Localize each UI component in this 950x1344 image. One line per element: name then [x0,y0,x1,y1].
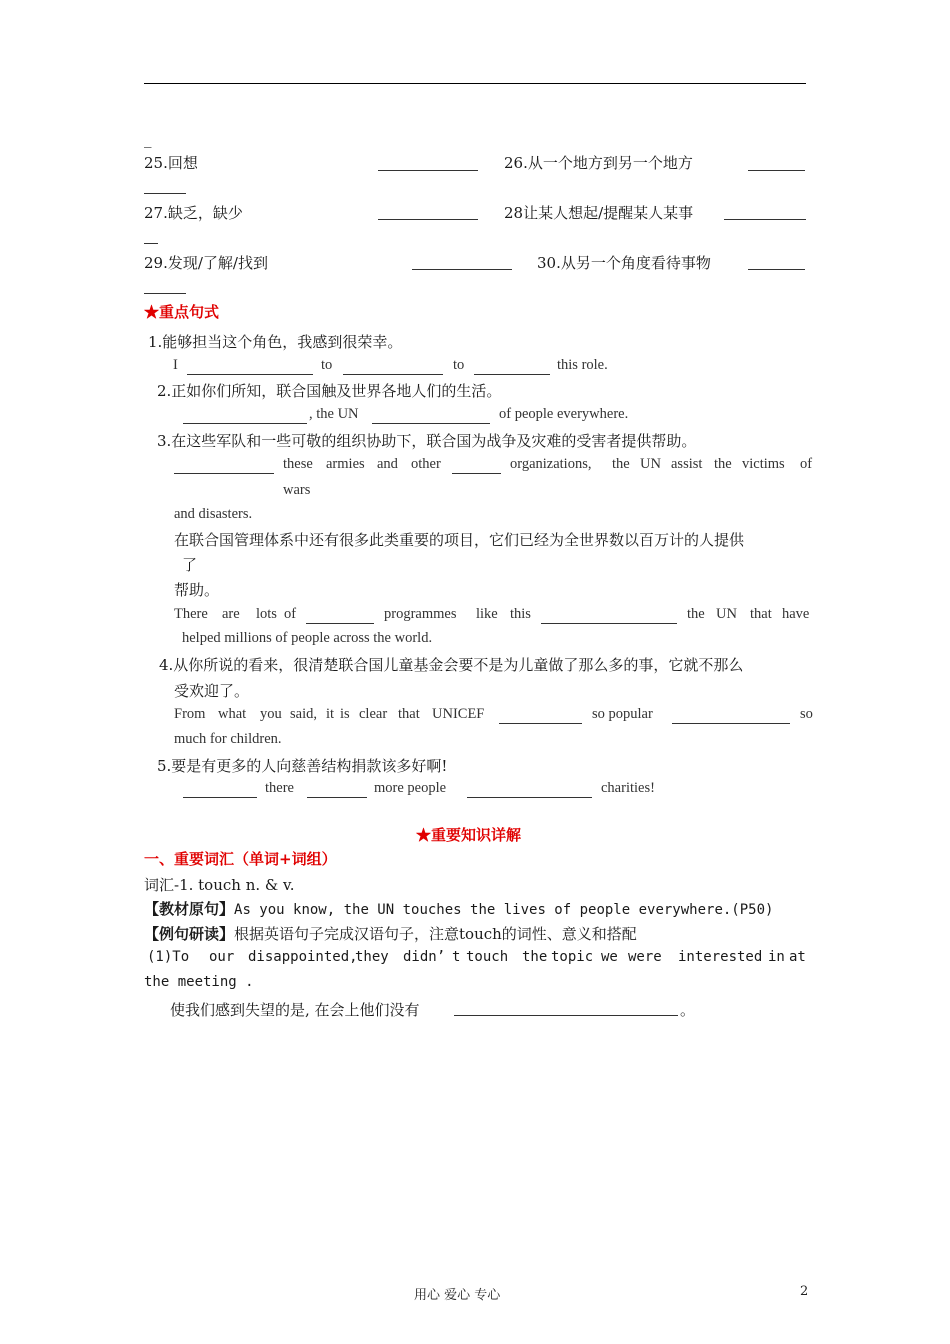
sentence-2-chinese: 2.正如你们所知，联合国触及世界各地人们的生活。 [157,382,502,400]
section-heading-knowledge: ★重要知识详解 [416,826,522,844]
sentence-1-word: to [453,357,465,373]
sentence-1-blank-3[interactable] [474,374,550,375]
textbook-sentence-label: 【教材原句】 [144,900,235,918]
vocab-blank-30[interactable] [748,269,805,270]
sentence-4-word: what [218,706,247,722]
sentence-1-word: this role. [557,357,608,373]
sentence-3b-word: lots [256,606,277,622]
sentence-3-word: of [800,456,813,472]
sentence-3-word: victims [742,456,785,472]
sentence-3b-word: are [222,606,240,622]
example-1-english-cont: the meeting . [144,974,254,990]
vocab-item-27: 27.缺乏，缺少 [144,204,243,222]
sentence-4-word: it [326,706,335,722]
sentence-2-blank-2[interactable] [372,423,490,424]
example-1-word: (1)To [147,949,190,965]
vocab-entry-touch: 词汇-1. touch n. & v. [144,876,295,894]
study-instruction: 根据英语句子完成汉语句子，注意touch的词性、意义和搭配 [234,925,637,943]
sentence-3-word: the [612,456,630,472]
sentence-3b-word: that [750,606,772,622]
section-subheading-vocabulary: 一、重要词汇（单词+词组） [144,850,337,868]
sentence-4-word: clear [359,706,388,722]
sentence-5-word: more people [374,780,447,796]
example-1-word: interested [678,949,763,965]
sentence-3-word: organizations, [510,456,592,472]
example-1-word: our [209,949,235,965]
sentence-4-blank-2[interactable] [672,723,790,724]
vocab-blank-28[interactable] [724,219,806,220]
textbook-sentence-line [144,898,773,919]
sentence-3b-english-cont: helped millions of people across the world. [182,630,433,646]
sentence-4-word: said, [290,706,317,722]
example-1-word: didn’ [403,949,446,965]
example-1-word: at [789,949,806,965]
sentence-2-word: of people everywhere. [499,406,629,422]
vocab-blank-27[interactable] [378,219,478,220]
example-1-word: touch [466,949,509,965]
sentence-3b-blank-2[interactable] [541,623,677,624]
sentence-3b-word: the [687,606,705,622]
example-1-chinese: 使我们感到失望的是, 在会上他们没有 [170,1001,420,1019]
vocab-blank-26-cont[interactable] [144,193,186,194]
sentence-2-blank-1[interactable] [183,423,307,424]
example-1-answer-blank[interactable] [454,1015,678,1016]
sentence-4-word: so [800,706,813,722]
sentence-3-wars: wars [283,482,311,498]
sentence-3-word: UN [640,456,661,472]
sentence-4-english-cont: much for children. [174,731,282,747]
sentence-5-word: there [265,780,294,796]
example-1-word: in [768,949,785,965]
sentence-5-blank-2[interactable] [307,797,367,798]
example-1-word: t [452,949,461,965]
sentence-4-word: so popular [592,706,653,722]
vocab-item-25: 25.回想 [144,154,198,172]
sentence-1-chinese: 1.能够担当这个角色，我感到很荣幸。 [148,333,403,351]
sentence-4-word: that [398,706,420,722]
sentence-4-chinese: 4.从你所说的看来，很清楚联合国儿童基金会要不是为儿童做了那么多的事，它就不那么 [159,656,744,674]
example-1-word: topic [551,949,594,965]
example-1-word: disappointed, [248,949,358,965]
sentence-3b-word: this [510,606,531,622]
sentence-3b-word: There [174,606,208,622]
example-1-word: we [601,949,618,965]
vocab-item-30: 30.从另一个角度看待事物 [537,254,711,272]
study-instruction-line [144,923,637,944]
sentence-1-word: I [173,357,178,373]
vocab-blank-25[interactable] [378,170,478,171]
sentence-1-blank-2[interactable] [343,374,443,375]
vocab-blank-26[interactable] [748,170,805,171]
sentence-3b-word: have [782,606,810,622]
sentence-3-blank-1[interactable] [174,473,274,474]
sentence-3b-chinese: 在联合国管理体系中还有很多此类重要的项目，它们已经为全世界数以百万计的人提供 [174,531,745,549]
page-number: 2 [800,1284,809,1299]
sentence-3-word: and [377,456,398,472]
example-1-word: they [355,949,389,965]
sentence-3-word: these [283,456,313,472]
sentence-4-word: you [260,706,282,722]
sentence-1-blank-1[interactable] [187,374,313,375]
sentence-3-word: the [714,456,732,472]
example-1-word: the [522,949,548,965]
sentence-3-word: assist [671,456,703,472]
sentence-4-chinese-cont: 受欢迎了。 [174,682,250,700]
sentence-4-blank-1[interactable] [499,723,582,724]
footer-slogan: 用心 爱心 专心 [414,1288,501,1303]
section-heading-sentences: ★重点句式 [144,303,220,321]
textbook-sentence-text: As you know, the UN touches the lives of people everywhere.(P50) [234,902,774,918]
sentence-4-word: From [174,706,206,722]
vocab-blank-30-cont[interactable] [144,293,186,294]
sentence-3b-chinese-cont: 帮助。 [174,581,220,599]
sentence-5-chinese: 5.要是有更多的人向慈善结构捐款该多好啊! [157,757,448,775]
vocab-blank-29[interactable] [412,269,512,270]
vocab-blank-28-cont[interactable] [144,243,158,244]
sentence-3b-word: UN [716,606,737,622]
sentence-3-blank-2[interactable] [452,473,501,474]
stray-dash: _ [144,130,152,148]
sentence-5-blank-3[interactable] [467,797,592,798]
example-1-word: were [628,949,662,965]
sentence-3b-word: like [476,606,498,622]
sentence-2-word: , the UN [309,406,359,422]
header-rule [144,83,806,84]
sentence-3-chinese: 3.在这些军队和一些可敬的组织协助下，联合国为战争及灾难的受害者提供帮助。 [157,432,697,450]
sentence-4-word: UNICEF [432,706,485,722]
sentence-4-word: is [340,706,350,722]
sentence-3b-blank-1[interactable] [306,623,374,624]
sentence-3b-word: programmes [384,606,457,622]
sentence-3-tail: and disasters. [174,506,253,522]
sentence-5-word: charities! [601,780,655,796]
sentence-3b-chinese-cont: 了 [182,556,198,574]
vocab-item-29: 29.发现/了解/找到 [144,254,268,272]
sentence-5-blank-1[interactable] [183,797,257,798]
vocab-item-26: 26.从一个地方到另一个地方 [504,154,693,172]
sentence-1-word: to [321,357,333,373]
sentence-3-word: armies [326,456,365,472]
example-1-chinese-end: 。 [680,1001,696,1019]
sentence-3-word: other [411,456,441,472]
study-label: 【例句研读】 [144,925,235,943]
sentence-3b-word: of [284,606,297,622]
vocab-item-28: 28让某人想起/提醒某人某事 [504,204,694,222]
